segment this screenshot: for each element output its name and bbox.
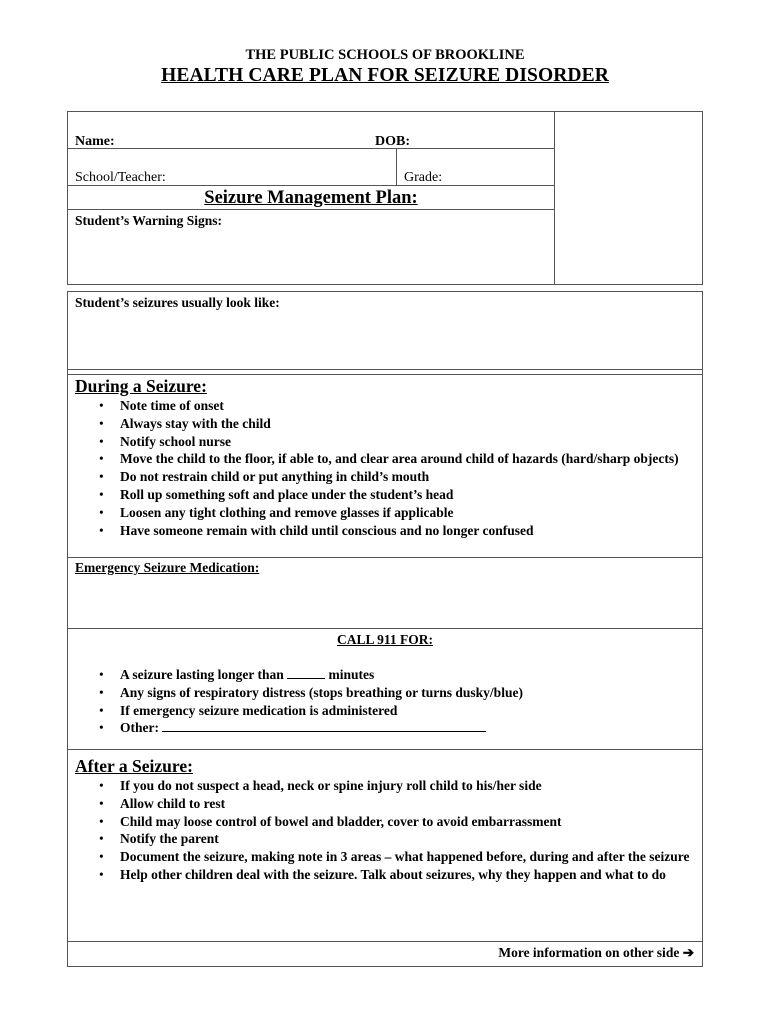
district-name: THE PUBLIC SCHOOLS OF BROOKLINE [245, 47, 525, 63]
list-item: • Any signs of respiratory distress (stops breathing or turns dusky/blue) [99, 684, 523, 700]
bullet-icon: • [99, 795, 104, 811]
photo-box [555, 112, 702, 284]
list-item: • Other: [75, 719, 700, 737]
call911-divider [67, 628, 703, 629]
bullet-icon: • [99, 398, 104, 413]
list-item: • Do not restrain child or put anything in child’s mouth [99, 469, 430, 485]
more-info-note [498, 944, 694, 961]
call911-title: CALL 911 FOR: [336, 632, 433, 647]
list-item: • Move the child to the floor, if able to, and clear area around child of hazards (hard/sharp objects) [99, 451, 679, 467]
bullet-icon: • [99, 469, 104, 485]
list-item: • Always stay with the child [99, 415, 271, 431]
bullet-icon: • [99, 415, 104, 431]
bullet-icon: • [99, 684, 104, 700]
bullet-icon: • [99, 866, 104, 882]
list-item: • If emergency seizure medication is administered [99, 702, 398, 718]
list-item: • Loosen any tight clothing and remove glasses if applicable [99, 504, 454, 520]
bullet-icon: • [99, 849, 104, 865]
list-item: • Child may loose control of bowel and bladder, cover to avoid embarrassment [99, 813, 562, 829]
list-item: • Note time of onset [99, 398, 224, 413]
more-info-text: More information on other side [498, 945, 680, 960]
bullet-icon: • [99, 702, 104, 718]
emergency-medication-label: Emergency Seizure Medication: [75, 560, 260, 575]
plan-title: Seizure Management Plan: [204, 188, 418, 208]
info-divider-1 [67, 148, 555, 149]
page-title: HEALTH CARE PLAN FOR SEIZURE DISORDER [161, 65, 609, 86]
medication-divider [67, 557, 703, 558]
look-divider-2 [67, 374, 703, 375]
grade-label: Grade: [404, 170, 443, 185]
bullet-icon: • [99, 720, 104, 736]
list-item: • Document the seizure, making note in 3 areas – what happened before, during and after the seizure [99, 849, 690, 865]
list-item: • Notify school nurse [99, 433, 231, 449]
list-item: • Allow child to rest [99, 795, 226, 811]
list-item: • Roll up something soft and place under the student’s head [99, 486, 454, 502]
look-divider-1 [67, 369, 703, 370]
call911-list [75, 666, 700, 737]
list-item: • A seizure lasting longer than minutes [99, 667, 375, 682]
list-item: • Have someone remain with child until conscious and no longer confused [99, 522, 534, 538]
school-teacher-label: School/Teacher: [75, 170, 166, 185]
bullet-icon: • [99, 451, 104, 467]
arrow-right-icon: ➔ [682, 945, 694, 960]
bullet-icon: • [99, 813, 104, 829]
plan-title-underline [67, 209, 555, 210]
bullet-icon: • [99, 778, 104, 793]
name-label: Name: [75, 134, 115, 149]
minutes-blank[interactable] [287, 678, 325, 679]
list-item: • Notify the parent [99, 831, 219, 847]
during-seizure-list [75, 397, 700, 539]
bullet-icon: • [99, 522, 104, 538]
after-seizure-list [75, 777, 700, 884]
during-seizure-title: During a Seizure: [75, 376, 207, 396]
bullet-icon: • [99, 504, 104, 520]
dob-label: DOB: [375, 134, 410, 149]
other-blank[interactable] [162, 731, 486, 732]
after-seizure-title: After a Seizure: [75, 756, 193, 776]
list-item: • Help other children deal with the seizure. Talk about seizures, why they happen and what to do [99, 866, 666, 882]
after-divider [67, 749, 703, 750]
warning-signs-label: Student’s Warning Signs: [75, 213, 223, 228]
bullet-icon: • [99, 831, 104, 847]
bullet-icon: • [99, 433, 104, 449]
bullet-icon: • [99, 486, 104, 502]
grade-divider [396, 148, 397, 185]
list-item: • If you do not suspect a head, neck or spine injury roll child to his/her side [99, 778, 542, 793]
footer-divider [67, 941, 703, 942]
bullet-icon: • [99, 667, 104, 682]
seizure-look-label: Student’s seizures usually look like: [75, 295, 280, 310]
